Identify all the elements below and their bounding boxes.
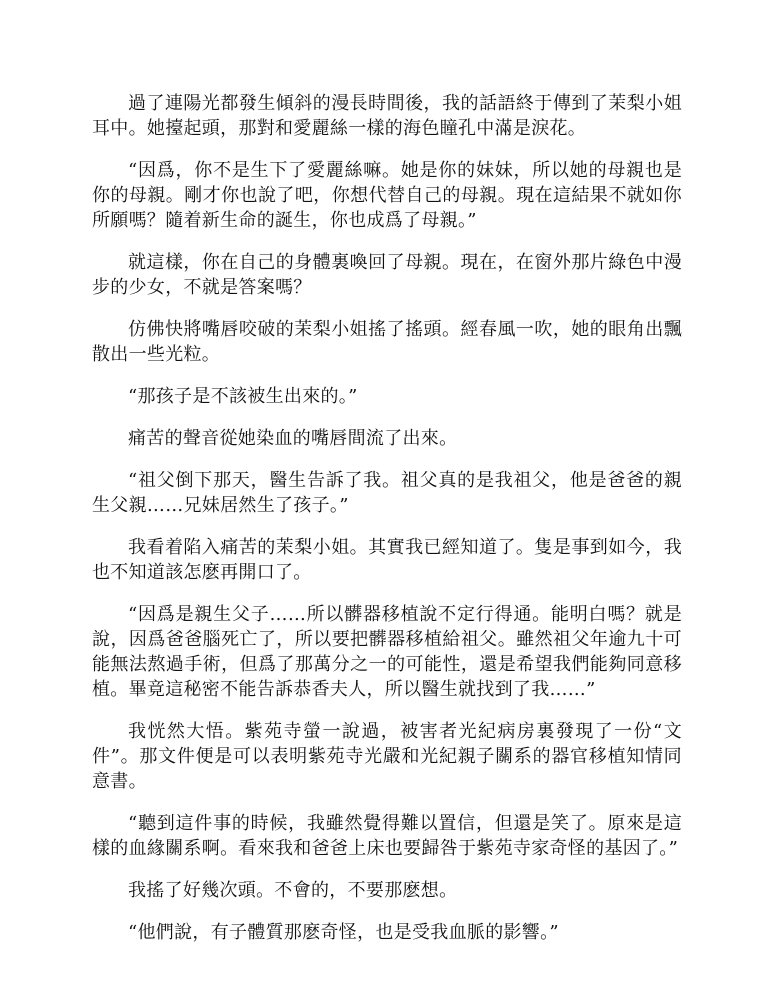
paragraph-2: “因爲，你不是生下了愛麗絲嘛。她是你的妹妹，所以她的母親也是你的母親。剛才你也說了吧，你想代替自己的母親。現在這結果不就如你所願嗎？隨着新生命的誕生，你也成爲了母親。” (92, 160, 682, 231)
paragraph-9: “因爲是親生父子……所以髒器移植說不定行得通。能明白嗎？就是說，因爲爸爸腦死亡了，所以要把髒器移植給祖父。雖然祖父年逾九十可能無法熬過手術，但爲了那萬分之一的可能性，還是希望我們能夠同意移植。畢竟這秘密不能告訴恭香夫人，所以醫生就找到了我……” (92, 604, 682, 700)
paragraph-12: 我搖了好幾次頭。不會的，不要那麽想。 (128, 880, 458, 901)
paragraph-4: 仿佛快將嘴唇咬破的茉梨小姐搖了搖頭。經春風一吹，她的眼角出飄散出一些光粒。 (92, 319, 682, 365)
paragraph-5: “那孩子是不該被生出來的。” (128, 386, 358, 407)
paragraph-1: 過了連陽光都發生傾斜的漫長時間後，我的話語終于傳到了茉梨小姐耳中。她擡起頭，那對和愛麗絲一樣的海色瞳孔中滿是淚花。 (92, 93, 682, 139)
document-page (92, 91, 682, 962)
paragraph-10: 我恍然大悟。紫苑寺螢一說過，被害者光紀病房裏發現了一份“文件”。那文件便是可以表明紫苑寺光嚴和光紀親子關系的器官移植知情同意書。 (92, 721, 682, 792)
paragraph-7: “祖父倒下那天，醫生告訴了我。祖父真的是我祖父，他是爸爸的親生父親……兄妹居然生了孩子。” (92, 470, 682, 516)
paragraph-3: 就這樣，你在自己的身體裏喚回了母親。現在，在窗外那片綠色中漫步的少女，不就是答案嗎？ (92, 252, 682, 298)
paragraph-13: “他們說，有子體質那麽奇怪，也是受我血脈的影響。” (128, 922, 559, 943)
paragraph-6: 痛苦的聲音從她染血的嘴唇間流了出來。 (128, 428, 458, 449)
paragraph-8: 我看着陷入痛苦的茉梨小姐。其實我已經知道了。隻是事到如今，我也不知道該怎麽再開口了。 (92, 537, 682, 583)
paragraph-11: “聽到這件事的時候，我雖然覺得難以置信，但還是笑了。原來是這樣的血緣關系啊。看來我和爸爸上床也要歸咎于紫苑寺家奇怪的基因了。” (92, 813, 682, 859)
